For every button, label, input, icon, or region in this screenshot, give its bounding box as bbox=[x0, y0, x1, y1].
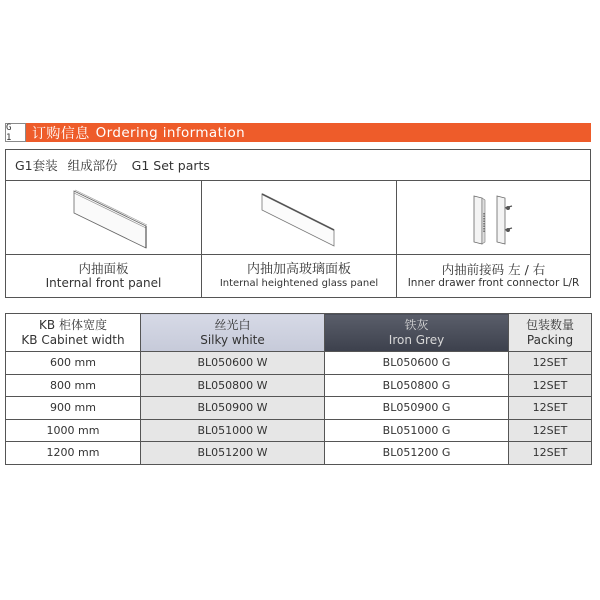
set-parts-title-cn1: G1套装 bbox=[15, 158, 58, 173]
part-connector bbox=[397, 181, 590, 297]
table-row bbox=[6, 397, 592, 420]
cell-width: 1000 mm bbox=[6, 419, 141, 442]
header-en: Silky white bbox=[200, 332, 265, 347]
cell-grey-code: BL051200 G bbox=[325, 442, 509, 465]
header-cn: 包装数量 bbox=[525, 318, 574, 333]
cell-packing: 12SET bbox=[509, 352, 592, 375]
glass-panel-drawing-icon bbox=[202, 181, 396, 255]
cell-grey-code: BL050900 G bbox=[325, 397, 509, 420]
section-title-bar bbox=[26, 123, 591, 142]
header-cn: 丝光白 bbox=[214, 318, 251, 333]
cell-packing: 12SET bbox=[509, 419, 592, 442]
set-parts-grid bbox=[6, 181, 590, 297]
header-iron-grey bbox=[325, 314, 509, 352]
ordering-table bbox=[5, 313, 592, 465]
part-label-en: Internal heightened glass panel bbox=[219, 277, 379, 289]
cell-white-code: BL050800 W bbox=[141, 374, 325, 397]
part-label-en: Inner drawer front connector L/R bbox=[407, 277, 580, 290]
cell-white-code: BL050900 W bbox=[141, 397, 325, 420]
set-parts-title-cn2: 组成部份 bbox=[67, 158, 118, 173]
table-row bbox=[6, 352, 592, 375]
set-parts-header bbox=[6, 150, 590, 181]
connector-drawing-icon bbox=[397, 181, 590, 255]
header-en: Packing bbox=[526, 332, 574, 347]
cell-white-code: BL051000 W bbox=[141, 419, 325, 442]
set-parts-title-en: G1 Set parts bbox=[131, 157, 210, 173]
header-en: Iron Grey bbox=[388, 332, 445, 347]
set-parts-box bbox=[5, 149, 591, 298]
cell-width: 600 mm bbox=[6, 352, 141, 375]
front-panel-drawing-icon bbox=[6, 181, 201, 255]
part-label bbox=[202, 255, 396, 297]
part-label-cn: 内抽前接码 左 / 右 bbox=[441, 261, 546, 277]
header-packing bbox=[509, 314, 592, 352]
header-cn: KB 柜体宽度 bbox=[39, 318, 107, 333]
part-glass-panel bbox=[202, 181, 397, 297]
section-title-cn: 订购信息 bbox=[32, 125, 90, 142]
cell-width: 1200 mm bbox=[6, 442, 141, 465]
section-title-en: Ordering information bbox=[95, 124, 246, 141]
cell-white-code: BL051200 W bbox=[141, 442, 325, 465]
cell-width: 900 mm bbox=[6, 397, 141, 420]
table-header-row bbox=[6, 314, 592, 352]
cell-packing: 12SET bbox=[509, 442, 592, 465]
cell-packing: 12SET bbox=[509, 397, 592, 420]
table-row bbox=[6, 442, 592, 465]
header-en: KB Cabinet width bbox=[21, 332, 125, 347]
header-cabinet-width bbox=[6, 314, 141, 352]
part-label bbox=[6, 255, 201, 297]
part-label bbox=[397, 255, 590, 297]
cell-width: 800 mm bbox=[6, 374, 141, 397]
header-cn: 铁灰 bbox=[404, 318, 429, 333]
cell-grey-code: BL051000 G bbox=[325, 419, 509, 442]
part-label-en: Internal front panel bbox=[45, 276, 162, 291]
table-row bbox=[6, 374, 592, 397]
part-front-panel bbox=[6, 181, 202, 297]
part-label-cn: 内抽加高玻璃面板 bbox=[246, 261, 351, 277]
part-label-cn: 内抽面板 bbox=[78, 260, 129, 276]
header-silky-white bbox=[141, 314, 325, 352]
cell-grey-code: BL050800 G bbox=[325, 374, 509, 397]
section-tag: G 1 bbox=[5, 123, 26, 142]
section-header bbox=[5, 123, 591, 142]
cell-packing: 12SET bbox=[509, 374, 592, 397]
table-row bbox=[6, 419, 592, 442]
cell-grey-code: BL050600 G bbox=[325, 352, 509, 375]
cell-white-code: BL050600 W bbox=[141, 352, 325, 375]
